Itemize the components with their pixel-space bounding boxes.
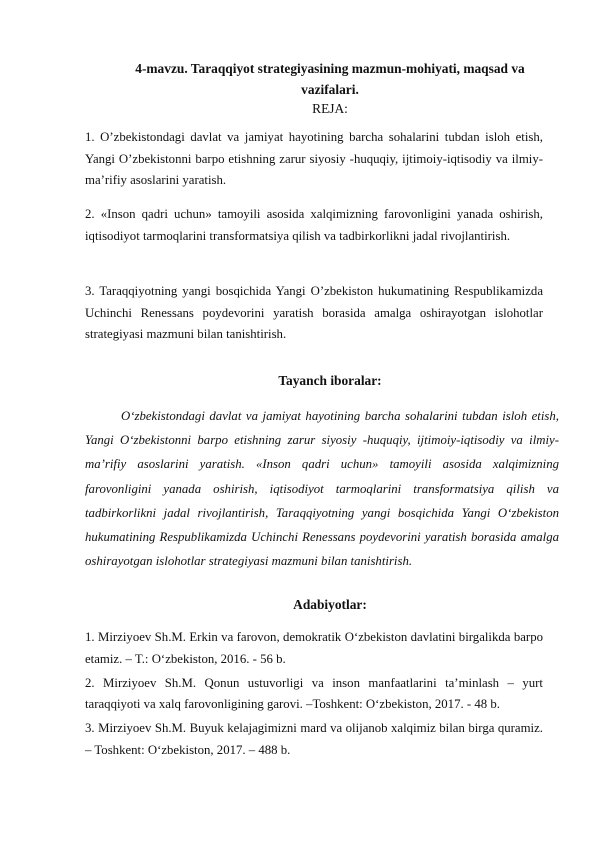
reference-item-3: 3. Mirziyoev Sh.M. Buyuk kelajagimizni mard va olijanob xalqimiz bilan birga quramiz. – Toshkent: O‘zbekiston, 2017. – 488 b. xyxy=(85,721,543,757)
topic-title: 4-mavzu. Taraqqiyot strategiyasining mazmun-mohiyati, maqsad va xyxy=(135,61,525,76)
references-list xyxy=(85,627,543,764)
key-terms-paragraph: O‘zbekistondagi davlat va jamiyat hayotining barcha sohalarini tubdan isloh etish, Yangi O‘zbekistonni barpo etishning zarur siyosiy -huquqiy, ijtimoiy-iqtisodiy va ilmiy-ma’rifiy asoslarini yaratish. «Inson qadri uchun» tamoyili asosida xalqimizning farovonligini yanada oshirish, iqtisodiyot tarmoqlarini transformatsiya qilish va tadbirkorlikni jadal rivojlantirish, Taraqqiyotning yangi bosqichida Yangi O‘zbekiston hukumatining Respublikamizda Uchinchi Renessans poydevorini yaratish borasida amalga oshirayotgan islohotlar strategiyasi mazmuni bilan tanishtirish. xyxy=(85,409,559,569)
plan-item-1: 1. O’zbekistondagi davlat va jamiyat hayotining barcha sohalarini tubdan isloh etish, Yangi O’zbekistonni barpo etishning zarur siyosiy -huquqiy, ijtimoiy-iqtisodiy va ilmiy-ma’rifiy asoslarini yaratish. xyxy=(85,130,543,188)
topic-title-continued: vazifalari. xyxy=(301,82,359,97)
plan-heading: REJA: xyxy=(312,101,348,116)
key-terms-heading: Tayanch iboralar: xyxy=(278,373,382,388)
references-heading: Adabiyotlar: xyxy=(293,597,367,612)
plan-item-2: 2. «Inson qadri uchun» tamoyili asosida xalqimizning farovonligini yanada oshirish, iqtisodiyot tarmoqlarini transformatsiya qilish va tadbirkorlikni jadal rivojlantirish. xyxy=(85,207,543,243)
reference-item-2: 2. Mirziyoev Sh.M. Qonun ustuvorligi va inson manfaatlarini ta’minlash – yurt taraqqiyoti va xalq farovonligining garovi. –Toshkent: O‘zbekiston, 2017. - 48 b. xyxy=(85,675,543,712)
plan-item-3: 3. Taraqqiyotning yangi bosqichida Yangi O’zbekiston hukumatining Respublikamizda Uchinchi Renessans poydevorini yaratish borasida amalga oshirayotgan islohotlar strategiyasi mazmuni bilan tanishtirish. xyxy=(85,284,543,342)
reference-item-1: 1. Mirziyoev Sh.M. Erkin va farovon, demokratik O‘zbekiston davlatini birgalikda barpo etamiz. – T.: O‘zbekiston, 2016. - 56 b. xyxy=(85,630,543,666)
